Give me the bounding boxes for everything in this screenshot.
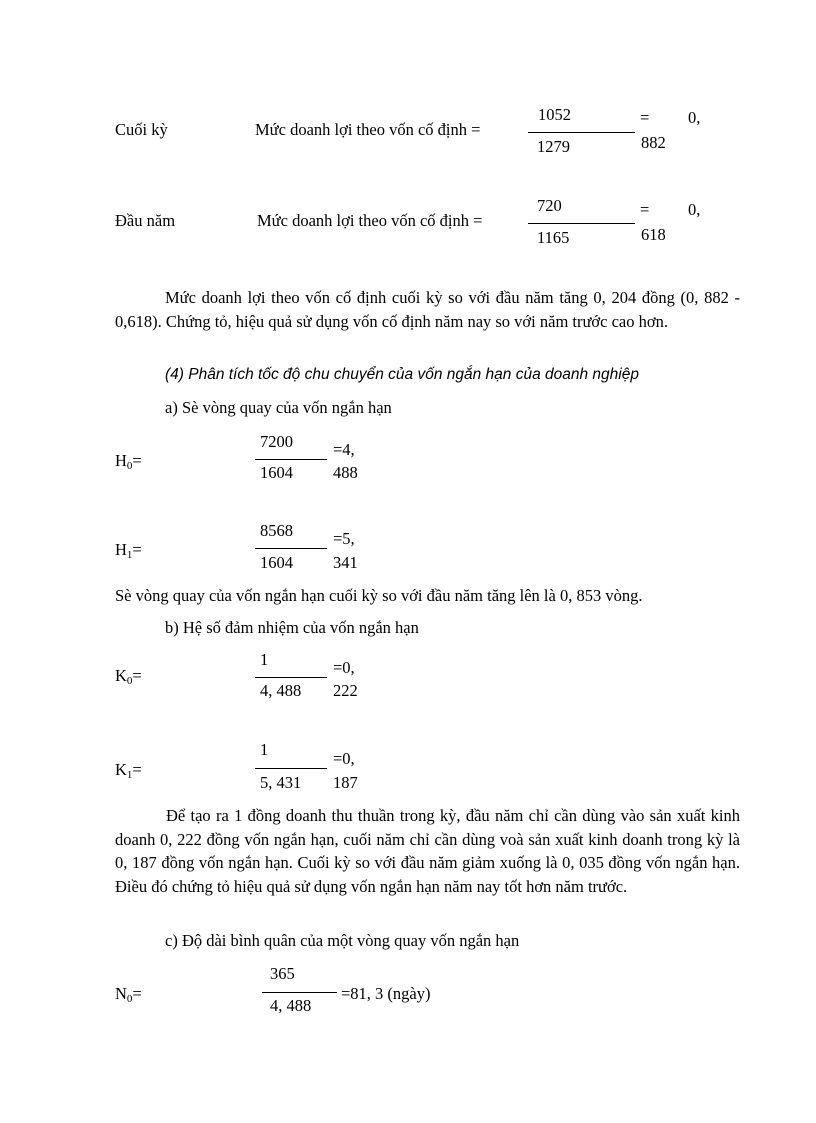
start-year-result-int: 0, <box>688 200 701 219</box>
k1-result-int: =0, <box>333 749 355 768</box>
k0-denominator: 4, 488 <box>260 681 302 700</box>
start-year-equals: = <box>640 200 650 219</box>
section4-title: (4) Phân tích tốc độ chu chuyển của vốn ngắn hạn của doanh nghiệp <box>165 366 639 383</box>
k0-fraction-bar <box>255 677 327 678</box>
h0-label: $H_0=$ <box>115 451 142 472</box>
section-b-title: b) Hệ số đảm nhiệm của vốn ngắn hạn <box>165 618 419 637</box>
section-b-conclusion: Để tạo ra 1 đồng doanh thu thuần trong kỳ, đầu năm chỉ cần dùng vào sản xuất kinh doanh 0, 222 đồng vốn ngắn hạn, cuối năm chỉ cần dùng voà sản xuất kinh doanh trong kỳ là 0, 187 đồng vốn ngắn hạn. Cuối kỳ so với đầu năm giảm xuống là 0, 035 đồng vốn ngắn hạn. Điều đó chứng tỏ hiệu quả sử dụng vốn ngắn hạn năm nay tốt hơn năm trước. <box>115 806 740 896</box>
k1-denominator: 5, 431 <box>260 773 302 792</box>
section-a-title: a) Sè vòng quay của vốn ngắn hạn <box>165 398 392 417</box>
k1-fraction-bar <box>255 768 327 769</box>
start-year-label: Đầu năm <box>115 211 176 230</box>
start-year-denominator: 1165 <box>537 228 570 247</box>
h0-fraction-bar <box>255 459 327 460</box>
end-period-formula: Mức doanh lợi theo vốn cố định = <box>255 120 481 139</box>
h1-fraction-bar <box>255 548 327 549</box>
end-period-numerator: 1052 <box>538 105 571 124</box>
fixed-capital-analysis: Mức doanh lợi theo vốn cố định cuối kỳ so với đầu năm tăng 0, 204 đồng (0, 882 - 0,618). Chứng tỏ, hiệu quả sử dụng vốn cố định năm nay so với năm trước cao hơn. <box>115 288 740 331</box>
section-c-title: c) Độ dài bình quân của một vòng quay vốn ngắn hạn <box>165 931 520 950</box>
k1-numerator: 1 <box>260 740 269 759</box>
h0-result-int: =4, <box>333 440 355 459</box>
h1-numerator: 8568 <box>260 521 293 540</box>
end-period-fraction-bar <box>528 132 635 133</box>
n0-label: $N_0=$ <box>115 984 142 1005</box>
end-period-result-dec: 882 <box>641 133 666 152</box>
n0-numerator: 365 <box>270 964 295 983</box>
start-year-result-dec: 618 <box>641 225 666 244</box>
h1-result-dec: 341 <box>333 553 358 572</box>
h0-denominator: 1604 <box>260 463 293 482</box>
h1-denominator: 1604 <box>260 553 293 572</box>
h1-result-int: =5, <box>333 529 355 548</box>
h1-label: $H_1=$ <box>115 540 142 561</box>
h0-numerator: 7200 <box>260 432 293 451</box>
end-period-equals: = <box>640 108 650 127</box>
end-period-result-int: 0, <box>688 108 701 127</box>
n0-fraction-bar <box>262 992 337 993</box>
n0-denominator: 4, 488 <box>270 996 312 1015</box>
h0-result-dec: 488 <box>333 463 358 482</box>
end-period-label: Cuối kỳ <box>115 120 168 139</box>
section-a-conclusion: Sè vòng quay của vốn ngắn hạn cuối kỳ so với đầu năm tăng lên là 0, 853 vòng. <box>115 586 643 605</box>
k0-label: $K_0=$ <box>115 666 142 687</box>
k1-result-dec: 187 <box>333 773 358 792</box>
start-year-numerator: 720 <box>537 196 562 215</box>
start-year-fraction-bar <box>528 223 635 224</box>
end-period-denominator: 1279 <box>537 137 570 156</box>
start-year-formula: Mức doanh lợi theo vốn cố định = <box>257 211 483 230</box>
k0-result-int: =0, <box>333 658 355 677</box>
k1-label: $K_1=$ <box>115 760 142 781</box>
n0-result: =81, 3 (ngày) <box>341 984 431 1003</box>
k0-result-dec: 222 <box>333 681 358 700</box>
k0-numerator: 1 <box>260 650 269 669</box>
